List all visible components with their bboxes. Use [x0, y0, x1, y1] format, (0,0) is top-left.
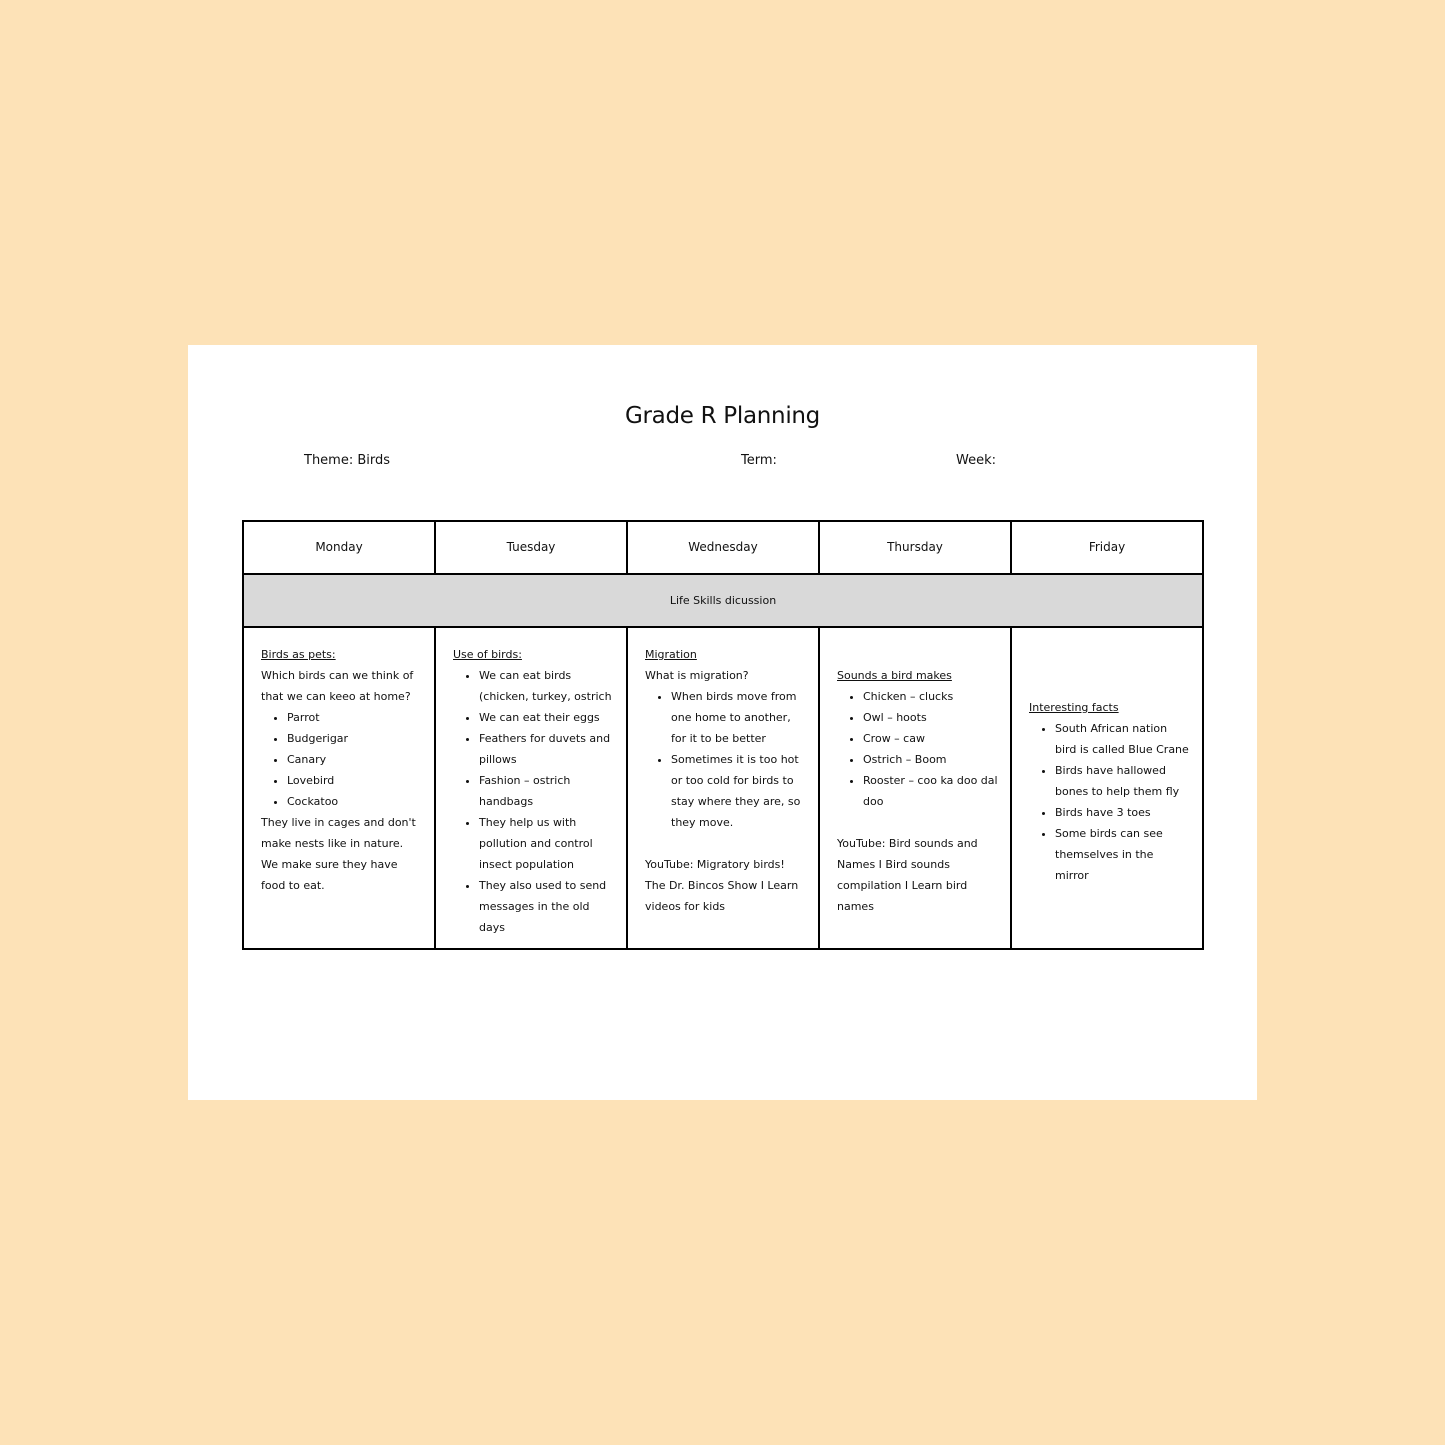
friday-heading: Interesting facts [1029, 701, 1119, 714]
list-item: • Birds have hallowed bones to help them fly [1055, 760, 1190, 802]
list-item: • South African nation bird is called Blue Crane [1055, 718, 1190, 760]
tuesday-bullet-list [453, 665, 614, 938]
spacer [645, 833, 806, 854]
thursday-bullet-list [837, 686, 998, 812]
monday-outro: They live in cages and don't make nests like in nature. We make sure they have food to eat. [261, 816, 416, 892]
list-item: • Birds have 3 toes [1055, 802, 1190, 823]
list-item: • Owl – hoots [863, 707, 998, 728]
page-title: Grade R Planning [624, 403, 820, 429]
day-header-thursday: Thursday [819, 521, 1011, 574]
weekly-plan-table [242, 520, 1204, 950]
day-header-wednesday: Wednesday [627, 521, 819, 574]
list-item: • When birds move from one home to another, for it to be better [671, 686, 806, 749]
wednesday-content [627, 627, 819, 949]
wednesday-intro: What is migration? [645, 669, 749, 682]
list-item: • Feathers for duvets and pillows [479, 728, 614, 770]
friday-content [1011, 627, 1203, 949]
tuesday-heading: Use of birds: [453, 648, 522, 661]
friday-bullet-list [1029, 718, 1190, 886]
content-row [243, 627, 1203, 949]
list-item: • We can eat their eggs [479, 707, 614, 728]
thursday-heading: Sounds a bird makes [837, 669, 952, 682]
thursday-content [819, 627, 1011, 949]
theme-label: Theme: Birds [304, 453, 391, 468]
monday-heading: Birds as pets: [261, 648, 336, 661]
monday-bullet-list [261, 707, 422, 812]
list-item: • Ostrich – Boom [863, 749, 998, 770]
life-skills-banner: Life Skills dicussion [243, 574, 1203, 627]
list-item: • Fashion – ostrich handbags [479, 770, 614, 812]
list-item: • Some birds can see themselves in the mirror [1055, 823, 1190, 886]
list-item: • Sometimes it is too hot or too cold for birds to stay where they are, so they move. [671, 749, 806, 833]
day-header-monday: Monday [243, 521, 435, 574]
day-header-friday: Friday [1011, 521, 1203, 574]
list-item: • They also used to send messages in the old days [479, 875, 614, 938]
spacer [837, 812, 998, 833]
wednesday-heading: Migration [645, 648, 697, 661]
document-page [188, 345, 1257, 1100]
list-item: • Parrot [287, 707, 422, 728]
day-header-tuesday: Tuesday [435, 521, 627, 574]
thursday-outro: YouTube: Bird sounds and Names I Bird sounds compilation I Learn bird names [837, 837, 978, 913]
monday-content [243, 627, 435, 949]
tuesday-content [435, 627, 627, 949]
list-item: • Rooster – coo ka doo dal doo [863, 770, 998, 812]
term-label: Term: [741, 453, 777, 468]
list-item: • Canary [287, 749, 422, 770]
banner-row [243, 574, 1203, 627]
monday-intro: Which birds can we think of that we can keeo at home? [261, 669, 414, 703]
list-item: • Budgerigar [287, 728, 422, 749]
list-item: • Crow – caw [863, 728, 998, 749]
list-item: • We can eat birds (chicken, turkey, ostrich [479, 665, 614, 707]
list-item: • Lovebird [287, 770, 422, 791]
list-item: • Cockatoo [287, 791, 422, 812]
list-item: • They help us with pollution and control insect population [479, 812, 614, 875]
wednesday-bullet-list [645, 686, 806, 833]
list-item: • Chicken – clucks [863, 686, 998, 707]
week-label: Week: [956, 453, 996, 468]
wednesday-outro: YouTube: Migratory birds! The Dr. Bincos Show I Learn videos for kids [645, 858, 799, 913]
days-header-row [243, 521, 1203, 574]
